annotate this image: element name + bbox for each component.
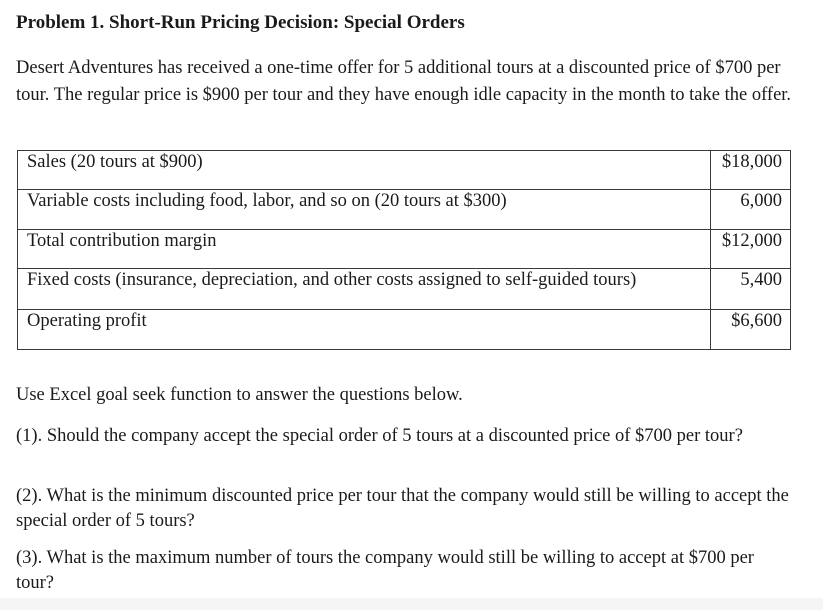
table-row-contribution-margin [18,230,791,269]
table-row-sales [18,151,791,190]
row-label: Operating profit [18,310,711,350]
row-amount: $12,000 [711,230,791,269]
row-label: Sales (20 tours at $900) [18,151,711,190]
table-row-fixed-costs [18,269,791,310]
problem-title: Problem 1. Short-Run Pricing Decision: Special Orders [16,12,465,33]
row-amount: $18,000 [711,151,791,190]
row-amount: $6,600 [711,310,791,350]
income-statement-table [17,150,791,350]
row-label: Variable costs including food, labor, and so on (20 tours at $300) [18,190,711,230]
row-label: Total contribution margin [18,230,711,269]
table-row-operating-profit [18,310,791,350]
row-amount: 5,400 [711,269,791,310]
question-2: (2). What is the minimum discounted price per tour that the company would still be willing to accept the special order of 5 tours? [16,486,789,531]
table-row-variable-costs [18,190,791,230]
row-amount: 6,000 [711,190,791,230]
instructions-text: Use Excel goal seek function to answer the questions below. [16,385,463,405]
question-3: (3). What is the maximum number of tours the company would still be willing to accept at $700 per tour? [16,548,754,593]
question-1: (1). Should the company accept the special order of 5 tours at a discounted price of $700 per tour? [16,426,743,446]
row-label: Fixed costs (insurance, depreciation, and other costs assigned to self-guided tours) [18,269,711,310]
problem-intro: Desert Adventures has received a one-time offer for 5 additional tours at a discounted price of $700 per tour. The regular price is $900 per tour and they have enough idle capacity in the month to take the offer. [16,58,792,105]
page-bottom-edge [0,598,823,610]
